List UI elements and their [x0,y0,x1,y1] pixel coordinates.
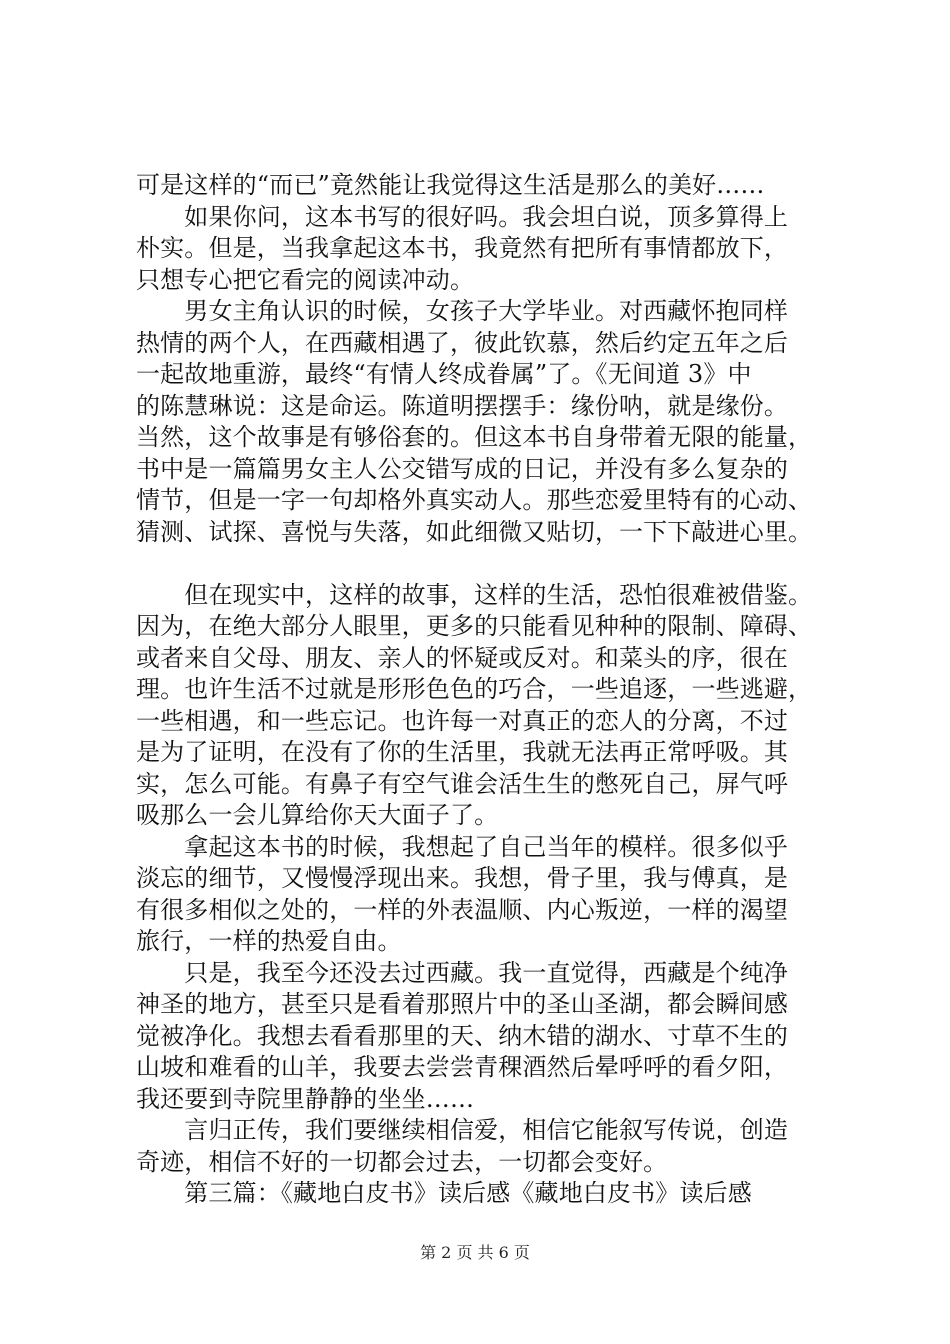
text-line: 一起故地重游，最终“有情人终成眷属”了。《无间道 3》中 [136,360,752,388]
text-line: 奇迹，相信不好的一切都会过去，一切都会变好。 [136,1147,668,1176]
text-line: 神圣的地方，甚至只是看着那照片中的圣山圣湖，都会瞬间感 [136,990,789,1018]
text-line: 但在现实中，这样的故事，这样的生活，恐怕很难被借鉴。 [136,580,813,609]
text-line: 觉被净化。我想去看看那里的天、纳木错的湖水、寸草不生的 [136,1021,789,1050]
text-line: 男女主角认识的时候，女孩子大学毕业。对西藏怀抱同样 [136,297,789,325]
text-line: 理。也许生活不过就是形形色色的巧合，一些追逐，一些逃避， [136,675,813,703]
section-heading: 第三篇：《藏地白皮书》读后感《藏地白皮书》读后感 [136,1179,752,1207]
page-number-footer: 第 2 页 共 6 页 [420,1243,530,1262]
document-body [136,170,836,1210]
text-line: 朴实。但是，当我拿起这本书，我竟然有把所有事情都放下， [136,234,789,262]
text-line: 的陈慧琳说：这是命运。陈道明摆摆手：缘份呐，就是缘份。 [136,391,789,420]
text-line: 热情的两个人，在西藏相遇了，彼此钦慕，然后约定五年之后 [136,328,789,357]
text-line: 书中是一篇篇男女主人公交错写成的日记，并没有多么复杂的 [136,454,789,483]
text-line: 旅行，一样的热爱自由。 [136,927,402,955]
text-line: 如果你问，这本书写的很好吗。我会坦白说，顶多算得上 [136,202,789,231]
text-line: 只想专心把它看完的阅读冲动。 [136,265,475,294]
text-line: 当然，这个故事是有够俗套的。但这本书自身带着无限的能量， [136,423,813,451]
text-line: 猜测、试探、喜悦与失落，如此细微又贴切，一下下敲进心里。 [136,517,813,546]
text-line: 情节，但是一字一句却格外真实动人。那些恋爱里特有的心动、 [136,486,813,514]
text-line: 实，怎么可能。有鼻子有空气谁会活生生的憋死自己，屏气呼 [136,769,789,798]
text-line: 山坡和难看的山羊，我要去尝尝青稞酒然后晕呼呼的看夕阳， [136,1053,789,1081]
text-line: 只是，我至今还没去过西藏。我一直觉得，西藏是个纯净 [136,958,789,987]
text-line: 因为，在绝大部分人眼里，更多的只能看见种种的限制、障碍、 [136,612,813,640]
text-line: 吸那么一会儿算给你天大面子了。 [136,801,499,829]
text-line: 可是这样的“而已”竟然能让我觉得这生活是那么的美好…… [136,171,765,199]
text-line: 拿起这本书的时候，我想起了自己当年的模样。很多似乎 [136,832,789,861]
text-line: 我还要到寺院里静静的坐坐…… [136,1084,475,1113]
text-line: 言归正传，我们要继续相信爱，相信它能叙写传说，创造 [136,1116,789,1144]
text-line: 有很多相似之处的，一样的外表温顺、内心叛逆，一样的渴望 [136,895,789,924]
text-line: 或者来自父母、朋友、亲人的怀疑或反对。和菜头的序，很在 [136,643,789,672]
text-line: 是为了证明，在没有了你的生活里，我就无法再正常呼吸。其 [136,738,789,766]
text-line: 淡忘的细节，又慢慢浮现出来。我想，骨子里，我与傅真，是 [136,864,789,892]
text-line: 一些相遇，和一些忘记。也许每一对真正的恋人的分离，不过 [136,706,789,735]
paragraph-gap [136,548,836,580]
